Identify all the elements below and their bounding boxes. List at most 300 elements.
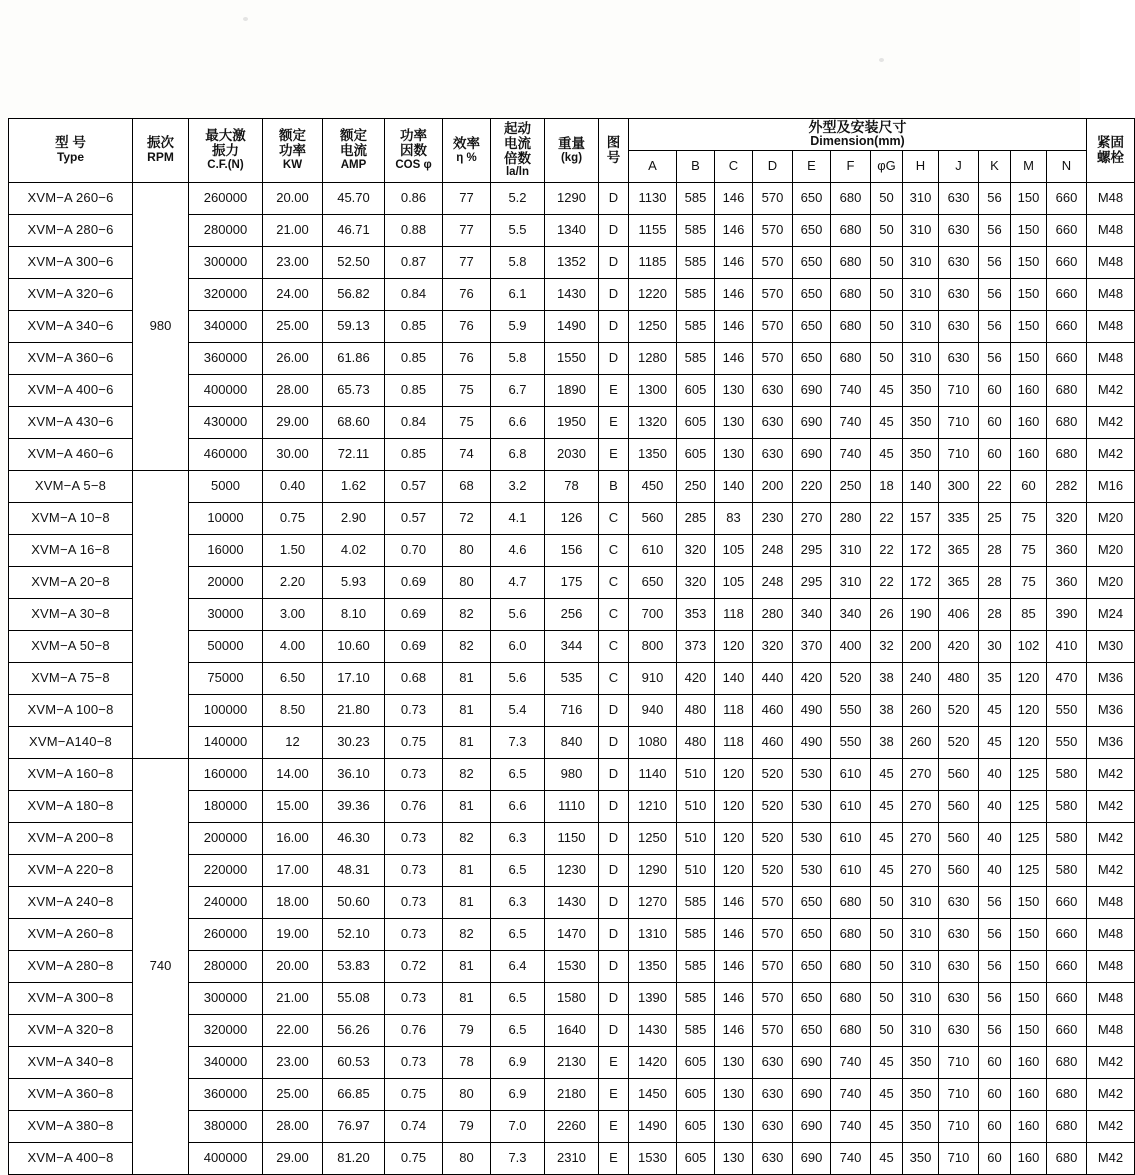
cell-dim-G: 50 bbox=[871, 919, 903, 951]
cell-bolt: M36 bbox=[1087, 695, 1135, 727]
cell-dim-F: 520 bbox=[831, 663, 871, 695]
cell-dim-E: 650 bbox=[793, 1015, 831, 1047]
cell-dim-B: 250 bbox=[677, 471, 715, 503]
cell-dim-D: 248 bbox=[753, 567, 793, 599]
cell-dim-K: 28 bbox=[979, 535, 1011, 567]
cell-power-factor: 0.70 bbox=[385, 535, 443, 567]
cell-power-factor: 0.73 bbox=[385, 919, 443, 951]
cell-dim-M: 160 bbox=[1011, 1143, 1047, 1175]
cell-current: 30.23 bbox=[323, 727, 385, 759]
cell-cf: 20000 bbox=[189, 567, 263, 599]
cell-power: 3.00 bbox=[263, 599, 323, 631]
cell-current: 66.85 bbox=[323, 1079, 385, 1111]
cell-dim-D: 570 bbox=[753, 183, 793, 215]
cell-dim-M: 120 bbox=[1011, 727, 1047, 759]
cell-dim-C: 120 bbox=[715, 791, 753, 823]
cell-dim-J: 365 bbox=[939, 535, 979, 567]
cell-weight: 1490 bbox=[545, 311, 599, 343]
cell-efficiency: 79 bbox=[443, 1111, 491, 1143]
cell-dim-J: 560 bbox=[939, 791, 979, 823]
cell-dim-G: 22 bbox=[871, 503, 903, 535]
cell-dim-G: 45 bbox=[871, 407, 903, 439]
header-rpm bbox=[133, 119, 189, 183]
cell-power-factor: 0.85 bbox=[385, 439, 443, 471]
cell-power: 12 bbox=[263, 727, 323, 759]
cell-dim-A: 1210 bbox=[629, 791, 677, 823]
cell-dim-F: 680 bbox=[831, 343, 871, 375]
cell-dim-E: 530 bbox=[793, 791, 831, 823]
cell-dim-D: 520 bbox=[753, 791, 793, 823]
cell-cf: 240000 bbox=[189, 887, 263, 919]
cell-rpm bbox=[133, 471, 189, 759]
cell-power: 1.50 bbox=[263, 535, 323, 567]
cell-bolt: M48 bbox=[1087, 215, 1135, 247]
cell-dim-A: 1430 bbox=[629, 1015, 677, 1047]
cell-dim-J: 520 bbox=[939, 695, 979, 727]
cell-figure: E bbox=[599, 1111, 629, 1143]
header-dim-H: H bbox=[903, 151, 939, 183]
cell-dim-H: 200 bbox=[903, 631, 939, 663]
cell-efficiency: 77 bbox=[443, 215, 491, 247]
cell-current: 56.82 bbox=[323, 279, 385, 311]
cell-dim-N: 680 bbox=[1047, 1079, 1087, 1111]
cell-dim-J: 710 bbox=[939, 375, 979, 407]
cell-dim-D: 630 bbox=[753, 407, 793, 439]
cell-power-factor: 0.86 bbox=[385, 183, 443, 215]
cell-dim-J: 560 bbox=[939, 855, 979, 887]
cell-weight: 535 bbox=[545, 663, 599, 695]
cell-dim-H: 310 bbox=[903, 215, 939, 247]
cell-efficiency: 77 bbox=[443, 247, 491, 279]
cell-power-factor: 0.75 bbox=[385, 1143, 443, 1175]
header-rpm-cn: 振次 bbox=[147, 135, 174, 151]
cell-dim-C: 140 bbox=[715, 663, 753, 695]
cell-dim-A: 1140 bbox=[629, 759, 677, 791]
cell-weight: 2180 bbox=[545, 1079, 599, 1111]
cell-dim-G: 38 bbox=[871, 727, 903, 759]
cell-cf: 360000 bbox=[189, 1079, 263, 1111]
header-dimension-cn: 外型及安装尺寸 bbox=[808, 118, 907, 135]
header-weight-cn: 重量 bbox=[558, 135, 585, 151]
cell-efficiency: 81 bbox=[443, 887, 491, 919]
cell-dim-C: 146 bbox=[715, 951, 753, 983]
cell-dim-E: 650 bbox=[793, 887, 831, 919]
cell-dim-A: 800 bbox=[629, 631, 677, 663]
cell-dim-G: 45 bbox=[871, 1111, 903, 1143]
cell-current: 36.10 bbox=[323, 759, 385, 791]
cell-bolt: M48 bbox=[1087, 919, 1135, 951]
cell-power-factor: 0.68 bbox=[385, 663, 443, 695]
cell-weight: 980 bbox=[545, 759, 599, 791]
cell-current: 39.36 bbox=[323, 791, 385, 823]
cell-dim-K: 40 bbox=[979, 823, 1011, 855]
cell-dim-M: 120 bbox=[1011, 663, 1047, 695]
cell-dim-J: 520 bbox=[939, 727, 979, 759]
cell-dim-M: 160 bbox=[1011, 1079, 1047, 1111]
cell-dim-J: 630 bbox=[939, 311, 979, 343]
cell-dim-F: 310 bbox=[831, 567, 871, 599]
cell-weight: 1950 bbox=[545, 407, 599, 439]
header-efficiency bbox=[443, 119, 491, 183]
cell-dim-E: 295 bbox=[793, 567, 831, 599]
header-dim-C: C bbox=[715, 151, 753, 183]
cell-figure: D bbox=[599, 1015, 629, 1047]
cell-dim-J: 710 bbox=[939, 1079, 979, 1111]
cell-efficiency: 81 bbox=[443, 663, 491, 695]
cell-dim-C: 118 bbox=[715, 695, 753, 727]
cell-power: 23.00 bbox=[263, 247, 323, 279]
cell-dim-B: 605 bbox=[677, 375, 715, 407]
cell-dim-E: 650 bbox=[793, 247, 831, 279]
header-dimension-group bbox=[629, 119, 1087, 151]
cell-dim-B: 585 bbox=[677, 983, 715, 1015]
cell-dim-A: 940 bbox=[629, 695, 677, 727]
header-dim-K: K bbox=[979, 151, 1011, 183]
cell-cf: 50000 bbox=[189, 631, 263, 663]
cell-efficiency: 77 bbox=[443, 183, 491, 215]
cell-dim-D: 320 bbox=[753, 631, 793, 663]
cell-dim-N: 360 bbox=[1047, 567, 1087, 599]
cell-cf: 400000 bbox=[189, 1143, 263, 1175]
cell-dim-C: 120 bbox=[715, 759, 753, 791]
cell-cf: 460000 bbox=[189, 439, 263, 471]
cell-dim-M: 125 bbox=[1011, 823, 1047, 855]
cell-dim-G: 45 bbox=[871, 759, 903, 791]
cell-efficiency: 80 bbox=[443, 1143, 491, 1175]
header-force-en: C.F.(N) bbox=[207, 159, 244, 172]
cell-dim-F: 610 bbox=[831, 791, 871, 823]
cell-figure: D bbox=[599, 791, 629, 823]
cell-current: 17.10 bbox=[323, 663, 385, 695]
cell-power: 25.00 bbox=[263, 311, 323, 343]
header-dim-F: F bbox=[831, 151, 871, 183]
cell-dim-M: 102 bbox=[1011, 631, 1047, 663]
cell-dim-J: 560 bbox=[939, 823, 979, 855]
cell-start-ratio: 5.9 bbox=[491, 311, 545, 343]
cell-cf: 360000 bbox=[189, 343, 263, 375]
cell-dim-E: 690 bbox=[793, 1079, 831, 1111]
cell-figure: D bbox=[599, 343, 629, 375]
cell-dim-F: 680 bbox=[831, 215, 871, 247]
cell-dim-B: 585 bbox=[677, 343, 715, 375]
cell-bolt: M36 bbox=[1087, 663, 1135, 695]
cell-dim-E: 220 bbox=[793, 471, 831, 503]
cell-dim-F: 740 bbox=[831, 407, 871, 439]
cell-figure: C bbox=[599, 663, 629, 695]
cell-current: 61.86 bbox=[323, 343, 385, 375]
cell-dim-N: 680 bbox=[1047, 439, 1087, 471]
cell-dim-B: 285 bbox=[677, 503, 715, 535]
cell-dim-E: 690 bbox=[793, 1111, 831, 1143]
cell-dim-J: 630 bbox=[939, 279, 979, 311]
cell-power: 28.00 bbox=[263, 375, 323, 407]
cell-dim-G: 50 bbox=[871, 247, 903, 279]
header-force-cn2: 振力 bbox=[212, 143, 239, 159]
cell-dim-C: 146 bbox=[715, 983, 753, 1015]
cell-power: 17.00 bbox=[263, 855, 323, 887]
cell-weight: 1230 bbox=[545, 855, 599, 887]
cell-dim-E: 650 bbox=[793, 215, 831, 247]
cell-type: XVM−A 300−8 bbox=[9, 983, 133, 1015]
cell-dim-C: 146 bbox=[715, 1015, 753, 1047]
cell-power: 30.00 bbox=[263, 439, 323, 471]
cell-dim-A: 700 bbox=[629, 599, 677, 631]
cell-cf: 430000 bbox=[189, 407, 263, 439]
cell-dim-A: 1220 bbox=[629, 279, 677, 311]
cell-dim-E: 490 bbox=[793, 727, 831, 759]
cell-cf: 400000 bbox=[189, 375, 263, 407]
cell-weight: 2130 bbox=[545, 1047, 599, 1079]
header-figure bbox=[599, 119, 629, 183]
cell-bolt: M20 bbox=[1087, 567, 1135, 599]
cell-start-ratio: 4.1 bbox=[491, 503, 545, 535]
cell-dim-H: 172 bbox=[903, 567, 939, 599]
cell-power: 8.50 bbox=[263, 695, 323, 727]
cell-dim-D: 460 bbox=[753, 727, 793, 759]
cell-dim-K: 56 bbox=[979, 247, 1011, 279]
cell-dim-F: 680 bbox=[831, 247, 871, 279]
cell-dim-E: 690 bbox=[793, 1143, 831, 1175]
cell-type: XVM−A 460−6 bbox=[9, 439, 133, 471]
cell-dim-N: 660 bbox=[1047, 1015, 1087, 1047]
cell-weight: 175 bbox=[545, 567, 599, 599]
cell-start-ratio: 5.8 bbox=[491, 343, 545, 375]
cell-dim-H: 270 bbox=[903, 791, 939, 823]
cell-dim-M: 150 bbox=[1011, 311, 1047, 343]
cell-weight: 1530 bbox=[545, 951, 599, 983]
cell-start-ratio: 5.6 bbox=[491, 663, 545, 695]
cell-dim-B: 373 bbox=[677, 631, 715, 663]
cell-power-factor: 0.73 bbox=[385, 983, 443, 1015]
cell-start-ratio: 6.3 bbox=[491, 887, 545, 919]
cell-dim-F: 680 bbox=[831, 983, 871, 1015]
cell-dim-C: 130 bbox=[715, 1143, 753, 1175]
cell-efficiency: 76 bbox=[443, 343, 491, 375]
cell-dim-K: 56 bbox=[979, 311, 1011, 343]
cell-dim-N: 680 bbox=[1047, 375, 1087, 407]
cell-efficiency: 82 bbox=[443, 631, 491, 663]
cell-dim-C: 146 bbox=[715, 311, 753, 343]
cell-figure: D bbox=[599, 887, 629, 919]
cell-start-ratio: 3.2 bbox=[491, 471, 545, 503]
cell-bolt: M20 bbox=[1087, 503, 1135, 535]
cell-power-factor: 0.84 bbox=[385, 279, 443, 311]
cell-start-ratio: 6.7 bbox=[491, 375, 545, 407]
cell-efficiency: 81 bbox=[443, 791, 491, 823]
cell-dim-A: 1250 bbox=[629, 311, 677, 343]
cell-dim-H: 310 bbox=[903, 919, 939, 951]
cell-dim-F: 610 bbox=[831, 759, 871, 791]
cell-figure: D bbox=[599, 215, 629, 247]
cell-power: 28.00 bbox=[263, 1111, 323, 1143]
cell-current: 46.30 bbox=[323, 823, 385, 855]
cell-start-ratio: 5.8 bbox=[491, 247, 545, 279]
cell-dim-J: 710 bbox=[939, 407, 979, 439]
cell-cf: 75000 bbox=[189, 663, 263, 695]
cell-bolt: M42 bbox=[1087, 1111, 1135, 1143]
cell-dim-G: 32 bbox=[871, 631, 903, 663]
cell-dim-F: 740 bbox=[831, 439, 871, 471]
header-power-cn2: 功率 bbox=[279, 143, 306, 159]
cell-dim-B: 585 bbox=[677, 311, 715, 343]
cell-type: XVM−A 260−6 bbox=[9, 183, 133, 215]
cell-figure: D bbox=[599, 279, 629, 311]
cell-weight: 344 bbox=[545, 631, 599, 663]
cell-weight: 1550 bbox=[545, 343, 599, 375]
header-start-cn1: 起动 bbox=[504, 120, 531, 136]
cell-dim-K: 28 bbox=[979, 599, 1011, 631]
header-power-en: KW bbox=[282, 159, 303, 172]
cell-dim-J: 630 bbox=[939, 215, 979, 247]
cell-current: 21.80 bbox=[323, 695, 385, 727]
cell-dim-G: 50 bbox=[871, 343, 903, 375]
cell-dim-N: 580 bbox=[1047, 823, 1087, 855]
cell-dim-H: 260 bbox=[903, 727, 939, 759]
cell-dim-K: 56 bbox=[979, 215, 1011, 247]
cell-weight: 2030 bbox=[545, 439, 599, 471]
cell-dim-A: 1350 bbox=[629, 439, 677, 471]
cell-dim-K: 35 bbox=[979, 663, 1011, 695]
cell-dim-G: 50 bbox=[871, 951, 903, 983]
cell-bolt: M42 bbox=[1087, 1143, 1135, 1175]
cell-dim-B: 585 bbox=[677, 919, 715, 951]
cell-cf: 260000 bbox=[189, 919, 263, 951]
cell-figure: E bbox=[599, 1047, 629, 1079]
cell-power: 23.00 bbox=[263, 1047, 323, 1079]
cell-dim-B: 605 bbox=[677, 1047, 715, 1079]
cell-power: 16.00 bbox=[263, 823, 323, 855]
cell-type: XVM−A140−8 bbox=[9, 727, 133, 759]
cell-efficiency: 82 bbox=[443, 919, 491, 951]
cell-dim-K: 56 bbox=[979, 983, 1011, 1015]
cell-start-ratio: 6.8 bbox=[491, 439, 545, 471]
cell-dim-K: 60 bbox=[979, 375, 1011, 407]
table-body bbox=[9, 183, 1135, 1175]
cell-dim-A: 1490 bbox=[629, 1111, 677, 1143]
cell-power-factor: 0.75 bbox=[385, 1079, 443, 1111]
cell-dim-D: 570 bbox=[753, 951, 793, 983]
cell-dim-E: 340 bbox=[793, 599, 831, 631]
cell-weight: 2260 bbox=[545, 1111, 599, 1143]
cell-dim-N: 360 bbox=[1047, 535, 1087, 567]
cell-bolt: M48 bbox=[1087, 311, 1135, 343]
cell-dim-E: 690 bbox=[793, 439, 831, 471]
cell-dim-K: 25 bbox=[979, 503, 1011, 535]
cell-dim-N: 660 bbox=[1047, 215, 1087, 247]
cell-efficiency: 74 bbox=[443, 439, 491, 471]
cell-weight: 1470 bbox=[545, 919, 599, 951]
cell-bolt: M42 bbox=[1087, 1079, 1135, 1111]
cell-power: 29.00 bbox=[263, 407, 323, 439]
cell-type: XVM−A 260−8 bbox=[9, 919, 133, 951]
cell-cf: 300000 bbox=[189, 983, 263, 1015]
cell-dim-F: 680 bbox=[831, 1015, 871, 1047]
cell-power: 21.00 bbox=[263, 215, 323, 247]
cell-power: 25.00 bbox=[263, 1079, 323, 1111]
cell-dim-G: 45 bbox=[871, 791, 903, 823]
scan-speck bbox=[879, 58, 884, 62]
cell-dim-G: 22 bbox=[871, 535, 903, 567]
cell-dim-N: 680 bbox=[1047, 1143, 1087, 1175]
cell-start-ratio: 5.4 bbox=[491, 695, 545, 727]
cell-type: XVM−A 320−8 bbox=[9, 1015, 133, 1047]
cell-dim-A: 1420 bbox=[629, 1047, 677, 1079]
cell-dim-D: 440 bbox=[753, 663, 793, 695]
cell-dim-E: 490 bbox=[793, 695, 831, 727]
cell-efficiency: 76 bbox=[443, 279, 491, 311]
cell-bolt: M42 bbox=[1087, 791, 1135, 823]
header-fig-cn1: 图 bbox=[606, 134, 621, 150]
cell-dim-A: 560 bbox=[629, 503, 677, 535]
cell-figure: E bbox=[599, 407, 629, 439]
header-dim-J: J bbox=[939, 151, 979, 183]
cell-start-ratio: 6.1 bbox=[491, 279, 545, 311]
header-weight-en: (kg) bbox=[560, 151, 583, 164]
cell-dim-K: 45 bbox=[979, 695, 1011, 727]
cell-dim-H: 270 bbox=[903, 759, 939, 791]
cell-dim-J: 630 bbox=[939, 951, 979, 983]
cell-dim-B: 510 bbox=[677, 759, 715, 791]
header-dim-G: φG bbox=[871, 151, 903, 183]
header-rpm-en: RPM bbox=[147, 150, 174, 165]
cell-dim-J: 365 bbox=[939, 567, 979, 599]
cell-power: 14.00 bbox=[263, 759, 323, 791]
cell-power: 0.75 bbox=[263, 503, 323, 535]
cell-dim-A: 1320 bbox=[629, 407, 677, 439]
cell-start-ratio: 7.3 bbox=[491, 1143, 545, 1175]
header-power bbox=[263, 119, 323, 183]
cell-bolt: M48 bbox=[1087, 279, 1135, 311]
cell-dim-N: 580 bbox=[1047, 759, 1087, 791]
cell-start-ratio: 4.7 bbox=[491, 567, 545, 599]
cell-dim-D: 570 bbox=[753, 311, 793, 343]
cell-dim-J: 710 bbox=[939, 1047, 979, 1079]
header-eff-en: η % bbox=[456, 151, 477, 164]
cell-dim-M: 160 bbox=[1011, 439, 1047, 471]
cell-dim-K: 40 bbox=[979, 791, 1011, 823]
cell-bolt: M42 bbox=[1087, 439, 1135, 471]
cell-power-factor: 0.73 bbox=[385, 695, 443, 727]
cell-dim-H: 350 bbox=[903, 1143, 939, 1175]
cell-dim-A: 650 bbox=[629, 567, 677, 599]
header-type-en: Type bbox=[56, 150, 85, 165]
cell-dim-B: 605 bbox=[677, 439, 715, 471]
cell-dim-E: 530 bbox=[793, 855, 831, 887]
vibration-motor-spec-table bbox=[8, 118, 1135, 1175]
cell-weight: 1290 bbox=[545, 183, 599, 215]
cell-type: XVM−A 400−6 bbox=[9, 375, 133, 407]
cell-dim-B: 320 bbox=[677, 535, 715, 567]
cell-current: 72.11 bbox=[323, 439, 385, 471]
cell-dim-F: 610 bbox=[831, 855, 871, 887]
cell-dim-H: 190 bbox=[903, 599, 939, 631]
cell-start-ratio: 6.3 bbox=[491, 823, 545, 855]
cell-dim-H: 310 bbox=[903, 311, 939, 343]
cell-type: XVM−A 5−8 bbox=[9, 471, 133, 503]
cell-dim-G: 50 bbox=[871, 311, 903, 343]
cell-dim-G: 45 bbox=[871, 1143, 903, 1175]
cell-power-factor: 0.76 bbox=[385, 791, 443, 823]
cell-dim-N: 660 bbox=[1047, 279, 1087, 311]
cell-type: XVM−A 380−8 bbox=[9, 1111, 133, 1143]
header-cos-cn2: 因数 bbox=[400, 143, 427, 159]
cell-dim-H: 310 bbox=[903, 1015, 939, 1047]
cell-dim-K: 56 bbox=[979, 183, 1011, 215]
cell-dim-A: 1270 bbox=[629, 887, 677, 919]
cell-dim-A: 1310 bbox=[629, 919, 677, 951]
cell-dim-A: 1250 bbox=[629, 823, 677, 855]
cell-dim-B: 585 bbox=[677, 215, 715, 247]
